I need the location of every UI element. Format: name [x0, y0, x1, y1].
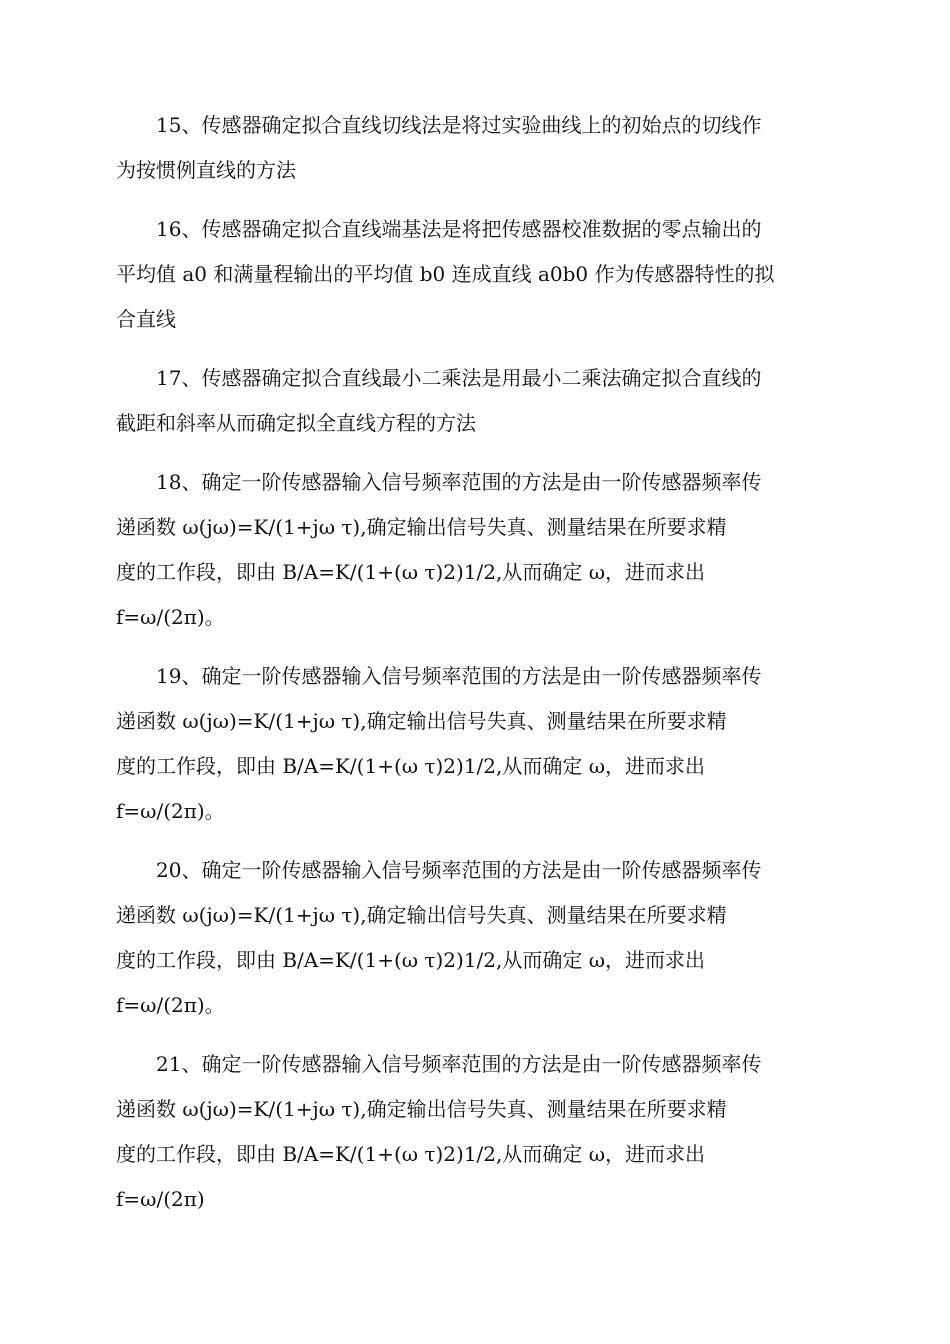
paragraph-line: 17、传感器确定拟合直线最小二乘法是用最小二乘法确定拟合直线的 — [156, 366, 762, 390]
paragraph-line: 21、确定一阶传感器输入信号频率范围的方法是由一阶传感器频率传 — [156, 1052, 762, 1076]
paragraph-17 — [116, 356, 836, 446]
paragraph-line: 递函数 ω(jω)=K/(1+jω τ),确定输出信号失真、测量结果在所要求精 — [116, 903, 727, 927]
paragraph-line: 18、确定一阶传感器输入信号频率范围的方法是由一阶传感器频率传 — [156, 470, 762, 494]
paragraph-line: 截距和斜率从而确定拟全直线方程的方法 — [116, 411, 476, 435]
paragraph-20 — [116, 848, 836, 1028]
paragraph-line: 合直线 — [116, 307, 176, 331]
paragraph-line: 度的工作段，即由 B/A=K/(1+(ω τ)2)1/2,从而确定 ω，进而求出 — [116, 1142, 706, 1166]
paragraph-15 — [116, 103, 836, 193]
paragraph-line: 20、确定一阶传感器输入信号频率范围的方法是由一阶传感器频率传 — [156, 858, 762, 882]
paragraph-line: 平均值 a0 和满量程输出的平均值 b0 连成直线 a0b0 作为传感器特性的拟 — [116, 262, 775, 286]
paragraph-line: 为按惯例直线的方法 — [116, 158, 296, 182]
paragraph-line: 度的工作段，即由 B/A=K/(1+(ω τ)2)1/2,从而确定 ω，进而求出 — [116, 560, 706, 584]
paragraph-21 — [116, 1042, 836, 1222]
document-body — [116, 103, 836, 1236]
paragraph-line: 度的工作段，即由 B/A=K/(1+(ω τ)2)1/2,从而确定 ω，进而求出 — [116, 948, 706, 972]
paragraph-line: f=ω/(2π) — [116, 1187, 205, 1211]
paragraph-line: f=ω/(2π)。 — [116, 993, 225, 1017]
paragraph-line: 15、传感器确定拟合直线切线法是将过实验曲线上的初始点的切线作 — [156, 113, 762, 137]
paragraph-line: 递函数 ω(jω)=K/(1+jω τ),确定输出信号失真、测量结果在所要求精 — [116, 1097, 727, 1121]
paragraph-line: 16、传感器确定拟合直线端基法是将把传感器校准数据的零点输出的 — [156, 217, 762, 241]
paragraph-line: 度的工作段，即由 B/A=K/(1+(ω τ)2)1/2,从而确定 ω，进而求出 — [116, 754, 706, 778]
paragraph-19 — [116, 654, 836, 834]
paragraph-line: f=ω/(2π)。 — [116, 799, 225, 823]
paragraph-16 — [116, 207, 836, 342]
paragraph-line: 递函数 ω(jω)=K/(1+jω τ),确定输出信号失真、测量结果在所要求精 — [116, 515, 727, 539]
paragraph-18 — [116, 460, 836, 640]
paragraph-line: 19、确定一阶传感器输入信号频率范围的方法是由一阶传感器频率传 — [156, 664, 762, 688]
paragraph-line: 递函数 ω(jω)=K/(1+jω τ),确定输出信号失真、测量结果在所要求精 — [116, 709, 727, 733]
paragraph-line: f=ω/(2π)。 — [116, 605, 225, 629]
